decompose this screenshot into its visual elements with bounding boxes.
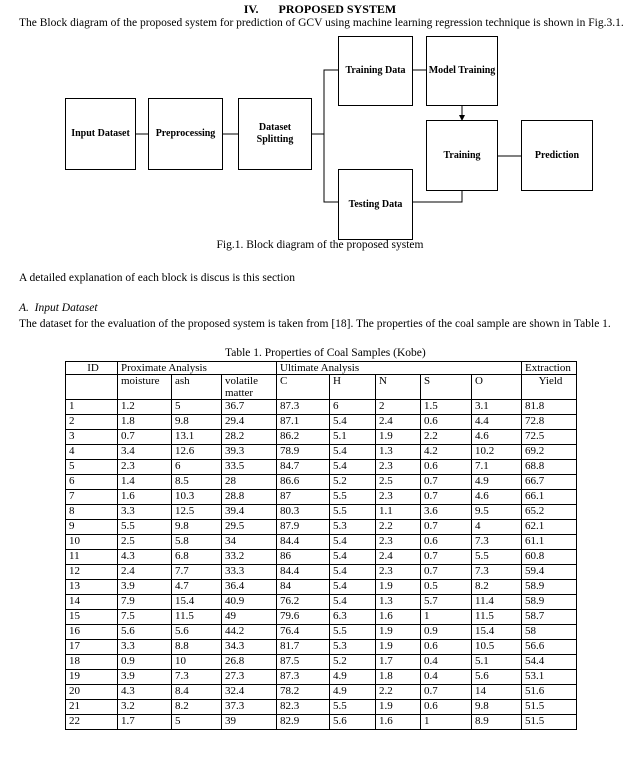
volatile-matter-cell: 34.3 — [222, 640, 277, 655]
oxygen-cell: 10.5 — [472, 640, 522, 655]
moisture-cell: 3.2 — [118, 700, 172, 715]
carbon-cell: 76.4 — [277, 625, 330, 640]
hydrogen-cell: 5.5 — [330, 625, 376, 640]
intro-paragraph: The Block diagram of the proposed system for prediction of GCV using machine learning regression technique is shown in Fig.3.1. — [19, 17, 624, 29]
table-row — [66, 655, 577, 670]
id-cell: 7 — [66, 490, 118, 505]
oxygen-cell: 7.3 — [472, 565, 522, 580]
volatile-matter-cell: 28.2 — [222, 430, 277, 445]
extraction-yield-cell: 54.4 — [522, 655, 577, 670]
id-cell: 21 — [66, 700, 118, 715]
subsection-heading — [19, 302, 98, 314]
carbon-cell: 84 — [277, 580, 330, 595]
ash-header: ash — [172, 375, 222, 400]
table-row — [66, 460, 577, 475]
nitrogen-cell: 1.6 — [376, 715, 421, 730]
extraction-yield-cell: 81.8 — [522, 400, 577, 415]
extraction-yield-cell: 66.1 — [522, 490, 577, 505]
id-cell: 1 — [66, 400, 118, 415]
hydrogen-cell: 5.4 — [330, 565, 376, 580]
ash-cell: 12.5 — [172, 505, 222, 520]
id-cell: 13 — [66, 580, 118, 595]
volatile-matter-cell: 29.4 — [222, 415, 277, 430]
moisture-cell: 1.8 — [118, 415, 172, 430]
ash-cell: 8.4 — [172, 685, 222, 700]
subsection-label: A. — [19, 302, 29, 314]
sulfur-cell: 0.4 — [421, 655, 472, 670]
extraction-yield-cell: 68.8 — [522, 460, 577, 475]
proximate-analysis-header: Proximate Analysis — [118, 362, 277, 375]
id-subheader-empty — [66, 375, 118, 400]
hydrogen-cell: 5.4 — [330, 535, 376, 550]
table-row — [66, 670, 577, 685]
oxygen-cell: 4.9 — [472, 475, 522, 490]
carbon-cell: 87.9 — [277, 520, 330, 535]
sulfur-cell: 3.6 — [421, 505, 472, 520]
nitrogen-cell: 2 — [376, 400, 421, 415]
hydrogen-cell: 4.9 — [330, 685, 376, 700]
extraction-yield-cell: 72.8 — [522, 415, 577, 430]
table-row — [66, 400, 577, 415]
ash-cell: 13.1 — [172, 430, 222, 445]
sulfur-cell: 5.7 — [421, 595, 472, 610]
table-row — [66, 640, 577, 655]
arrow-splitting-to-training-data — [311, 70, 338, 134]
oxygen-cell: 9.5 — [472, 505, 522, 520]
id-cell: 14 — [66, 595, 118, 610]
hydrogen-cell: 5.4 — [330, 550, 376, 565]
testing-data-block — [338, 169, 413, 240]
arrow-splitting-to-testing-data — [324, 134, 338, 202]
extraction-yield-cell: 58 — [522, 625, 577, 640]
subsection-title: Input Dataset — [34, 302, 98, 314]
carbon-cell: 86.2 — [277, 430, 330, 445]
volatile-matter-cell: 33.3 — [222, 565, 277, 580]
training-block — [426, 120, 498, 191]
prediction-block — [521, 120, 593, 191]
nitrogen-cell: 2.3 — [376, 460, 421, 475]
moisture-cell: 2.5 — [118, 535, 172, 550]
nitrogen-cell: 1.3 — [376, 445, 421, 460]
ash-cell: 10 — [172, 655, 222, 670]
extraction-yield-cell: 65.2 — [522, 505, 577, 520]
dataset-splitting-block — [238, 98, 312, 170]
volatile-matter-cell: 36.4 — [222, 580, 277, 595]
moisture-cell: 4.3 — [118, 685, 172, 700]
oxygen-cell: 4.4 — [472, 415, 522, 430]
oxygen-cell: 5.1 — [472, 655, 522, 670]
extraction-yield-cell: 72.5 — [522, 430, 577, 445]
oxygen-header: O — [472, 375, 522, 400]
volatile-matter-cell: 36.7 — [222, 400, 277, 415]
hydrogen-cell: 5.4 — [330, 580, 376, 595]
id-cell: 5 — [66, 460, 118, 475]
moisture-cell: 3.3 — [118, 640, 172, 655]
id-cell: 4 — [66, 445, 118, 460]
hydrogen-cell: 5.6 — [330, 715, 376, 730]
id-cell: 9 — [66, 520, 118, 535]
oxygen-cell: 7.3 — [472, 535, 522, 550]
table-row — [66, 700, 577, 715]
oxygen-cell: 4.6 — [472, 430, 522, 445]
hydrogen-cell: 5.5 — [330, 505, 376, 520]
sulfur-cell: 4.2 — [421, 445, 472, 460]
carbon-cell: 84.7 — [277, 460, 330, 475]
ash-cell: 8.5 — [172, 475, 222, 490]
volatile-matter-cell: 40.9 — [222, 595, 277, 610]
table-row — [66, 505, 577, 520]
id-cell: 15 — [66, 610, 118, 625]
carbon-cell: 87.1 — [277, 415, 330, 430]
ash-cell: 8.8 — [172, 640, 222, 655]
sulfur-cell: 0.6 — [421, 640, 472, 655]
volatile-matter-cell: 28.8 — [222, 490, 277, 505]
ash-cell: 11.5 — [172, 610, 222, 625]
nitrogen-cell: 1.6 — [376, 610, 421, 625]
ash-cell: 9.8 — [172, 415, 222, 430]
sulfur-cell: 0.4 — [421, 670, 472, 685]
moisture-cell: 0.7 — [118, 430, 172, 445]
carbon-cell: 78.2 — [277, 685, 330, 700]
nitrogen-cell: 1.9 — [376, 640, 421, 655]
volatile-matter-header — [222, 375, 277, 400]
hydrogen-cell: 5.4 — [330, 460, 376, 475]
nitrogen-cell: 2.2 — [376, 685, 421, 700]
nitrogen-cell: 2.4 — [376, 415, 421, 430]
id-cell: 2 — [66, 415, 118, 430]
table-row — [66, 535, 577, 550]
id-cell: 6 — [66, 475, 118, 490]
oxygen-cell: 14 — [472, 685, 522, 700]
extraction-yield-cell: 66.7 — [522, 475, 577, 490]
sulfur-cell: 0.7 — [421, 550, 472, 565]
yield-header: Yield — [522, 375, 577, 400]
extraction-yield-cell: 53.1 — [522, 670, 577, 685]
ash-cell: 7.7 — [172, 565, 222, 580]
input-dataset-label: Input Dataset — [71, 128, 130, 139]
extraction-yield-cell: 51.5 — [522, 700, 577, 715]
oxygen-cell: 5.6 — [472, 670, 522, 685]
oxygen-cell: 11.4 — [472, 595, 522, 610]
moisture-cell: 3.9 — [118, 670, 172, 685]
volatile-matter-cell: 49 — [222, 610, 277, 625]
nitrogen-cell: 2.3 — [376, 565, 421, 580]
moisture-cell: 4.3 — [118, 550, 172, 565]
nitrogen-cell: 1.9 — [376, 700, 421, 715]
ash-cell: 5 — [172, 400, 222, 415]
volatile-matter-cell: 37.3 — [222, 700, 277, 715]
nitrogen-cell: 2.4 — [376, 550, 421, 565]
carbon-cell: 78.9 — [277, 445, 330, 460]
extraction-yield-cell: 58.7 — [522, 610, 577, 625]
volatile-matter-cell: 44.2 — [222, 625, 277, 640]
id-cell: 10 — [66, 535, 118, 550]
table-body — [66, 400, 577, 730]
hydrogen-cell: 5.3 — [330, 640, 376, 655]
preprocessing-block — [148, 98, 223, 170]
ash-cell: 15.4 — [172, 595, 222, 610]
extraction-yield-cell: 58.9 — [522, 580, 577, 595]
moisture-cell: 3.4 — [118, 445, 172, 460]
hydrogen-cell: 5.5 — [330, 700, 376, 715]
sulfur-cell: 0.6 — [421, 700, 472, 715]
carbon-cell: 87 — [277, 490, 330, 505]
ash-cell: 6.8 — [172, 550, 222, 565]
nitrogen-cell: 1.8 — [376, 670, 421, 685]
table-row — [66, 520, 577, 535]
ash-cell: 8.2 — [172, 700, 222, 715]
oxygen-cell: 11.5 — [472, 610, 522, 625]
sulfur-header: S — [421, 375, 472, 400]
figure-caption: Fig.1. Block diagram of the proposed system — [216, 239, 424, 251]
section-title: PROPOSED SYSTEM — [278, 2, 397, 16]
sulfur-cell: 2.2 — [421, 430, 472, 445]
carbon-cell: 80.3 — [277, 505, 330, 520]
nitrogen-cell: 1.1 — [376, 505, 421, 520]
hydrogen-cell: 5.2 — [330, 475, 376, 490]
sulfur-cell: 0.6 — [421, 535, 472, 550]
oxygen-cell: 8.9 — [472, 715, 522, 730]
nitrogen-cell: 1.3 — [376, 595, 421, 610]
volatile-matter-cell: 33.5 — [222, 460, 277, 475]
table-row — [66, 715, 577, 730]
hydrogen-cell: 5.1 — [330, 430, 376, 445]
sulfur-cell: 0.7 — [421, 685, 472, 700]
table-row — [66, 610, 577, 625]
carbon-header: C — [277, 375, 330, 400]
nitrogen-cell: 1.9 — [376, 430, 421, 445]
volatile-matter-cell: 33.2 — [222, 550, 277, 565]
sulfur-cell: 1 — [421, 610, 472, 625]
section-number: IV. — [243, 2, 259, 16]
extraction-yield-cell: 60.8 — [522, 550, 577, 565]
volatile-header-line2: matter — [225, 387, 254, 399]
oxygen-cell: 7.1 — [472, 460, 522, 475]
sulfur-cell: 0.6 — [421, 460, 472, 475]
table-row — [66, 430, 577, 445]
arrow-testing-data-to-training — [412, 190, 462, 202]
table-row — [66, 445, 577, 460]
nitrogen-cell: 2.3 — [376, 490, 421, 505]
volatile-matter-cell: 39.3 — [222, 445, 277, 460]
oxygen-cell: 15.4 — [472, 625, 522, 640]
table-row — [66, 550, 577, 565]
volatile-header-line1: volatile — [225, 375, 258, 387]
volatile-matter-cell: 29.5 — [222, 520, 277, 535]
hydrogen-cell: 5.3 — [330, 520, 376, 535]
id-cell: 17 — [66, 640, 118, 655]
moisture-cell: 0.9 — [118, 655, 172, 670]
nitrogen-cell: 1.9 — [376, 580, 421, 595]
oxygen-cell: 3.1 — [472, 400, 522, 415]
preprocessing-label: Preprocessing — [155, 128, 216, 139]
sulfur-cell: 0.7 — [421, 490, 472, 505]
volatile-matter-cell: 28 — [222, 475, 277, 490]
ash-cell: 12.6 — [172, 445, 222, 460]
coal-properties-table — [65, 361, 577, 730]
table-row — [66, 595, 577, 610]
extraction-yield-cell: 62.1 — [522, 520, 577, 535]
training-label: Training — [443, 149, 481, 161]
hydrogen-cell: 5.5 — [330, 490, 376, 505]
moisture-cell: 3.3 — [118, 505, 172, 520]
model-training-label: Model Training — [428, 65, 496, 76]
nitrogen-cell: 2.3 — [376, 535, 421, 550]
table-row — [66, 625, 577, 640]
sulfur-cell: 0.7 — [421, 520, 472, 535]
table-row — [66, 415, 577, 430]
id-cell: 12 — [66, 565, 118, 580]
extraction-yield-cell: 51.6 — [522, 685, 577, 700]
nitrogen-cell: 2.2 — [376, 520, 421, 535]
nitrogen-cell: 2.5 — [376, 475, 421, 490]
oxygen-cell: 10.2 — [472, 445, 522, 460]
dataset-splitting-label-line2: Splitting — [256, 134, 294, 145]
ash-cell: 4.7 — [172, 580, 222, 595]
dataset-paragraph: The dataset for the evaluation of the proposed system is taken from [18]. The properties of the coal sample are shown in Table 1. — [19, 318, 611, 330]
oxygen-cell: 4.6 — [472, 490, 522, 505]
extraction-yield-cell: 51.5 — [522, 715, 577, 730]
id-cell: 3 — [66, 430, 118, 445]
id-cell: 19 — [66, 670, 118, 685]
input-dataset-block — [65, 98, 136, 170]
table-row — [66, 565, 577, 580]
extraction-header: Extraction — [522, 362, 577, 375]
id-cell: 8 — [66, 505, 118, 520]
carbon-cell: 84.4 — [277, 565, 330, 580]
carbon-cell: 87.3 — [277, 670, 330, 685]
sulfur-cell: 0.7 — [421, 475, 472, 490]
table-row — [66, 685, 577, 700]
model-training-block — [426, 36, 498, 106]
nitrogen-cell: 1.7 — [376, 655, 421, 670]
moisture-cell: 1.2 — [118, 400, 172, 415]
carbon-cell: 87.3 — [277, 400, 330, 415]
moisture-cell: 2.3 — [118, 460, 172, 475]
sulfur-cell: 0.7 — [421, 565, 472, 580]
moisture-cell: 7.9 — [118, 595, 172, 610]
ash-cell: 9.8 — [172, 520, 222, 535]
moisture-cell: 5.6 — [118, 625, 172, 640]
moisture-header: moisture — [118, 375, 172, 400]
table-row — [66, 475, 577, 490]
hydrogen-cell: 6 — [330, 400, 376, 415]
carbon-cell: 76.2 — [277, 595, 330, 610]
prediction-label: Prediction — [534, 149, 580, 161]
extraction-yield-cell: 58.9 — [522, 595, 577, 610]
moisture-cell: 3.9 — [118, 580, 172, 595]
sulfur-cell: 0.6 — [421, 415, 472, 430]
oxygen-cell: 5.5 — [472, 550, 522, 565]
carbon-cell: 86.6 — [277, 475, 330, 490]
hydrogen-cell: 4.9 — [330, 670, 376, 685]
table-caption: Table 1. Properties of Coal Samples (Kobe) — [225, 347, 426, 359]
moisture-cell: 2.4 — [118, 565, 172, 580]
sulfur-cell: 0.9 — [421, 625, 472, 640]
ash-cell: 5.8 — [172, 535, 222, 550]
volatile-matter-cell: 34 — [222, 535, 277, 550]
id-cell: 22 — [66, 715, 118, 730]
table-group-header-row — [66, 362, 577, 375]
dataset-splitting-label-line1: Dataset — [258, 122, 292, 133]
volatile-matter-cell: 26.8 — [222, 655, 277, 670]
sulfur-cell: 0.5 — [421, 580, 472, 595]
explanation-paragraph: A detailed explanation of each block is discus is this section — [19, 272, 295, 284]
ash-cell: 5 — [172, 715, 222, 730]
hydrogen-cell: 5.4 — [330, 445, 376, 460]
oxygen-cell: 4 — [472, 520, 522, 535]
extraction-yield-cell: 56.6 — [522, 640, 577, 655]
volatile-matter-cell: 32.4 — [222, 685, 277, 700]
nitrogen-cell: 1.9 — [376, 625, 421, 640]
moisture-cell: 1.6 — [118, 490, 172, 505]
id-cell: 16 — [66, 625, 118, 640]
hydrogen-cell: 5.2 — [330, 655, 376, 670]
id-cell: 11 — [66, 550, 118, 565]
carbon-cell: 87.5 — [277, 655, 330, 670]
id-header: ID — [66, 362, 118, 375]
table-row — [66, 490, 577, 505]
id-cell: 18 — [66, 655, 118, 670]
ash-cell: 7.3 — [172, 670, 222, 685]
training-data-block — [338, 36, 413, 106]
extraction-yield-cell: 69.2 — [522, 445, 577, 460]
oxygen-cell: 8.2 — [472, 580, 522, 595]
ash-cell: 6 — [172, 460, 222, 475]
hydrogen-cell: 5.4 — [330, 595, 376, 610]
id-cell: 20 — [66, 685, 118, 700]
volatile-matter-cell: 27.3 — [222, 670, 277, 685]
carbon-cell: 81.7 — [277, 640, 330, 655]
volatile-matter-cell: 39.4 — [222, 505, 277, 520]
ash-cell: 10.3 — [172, 490, 222, 505]
volatile-matter-cell: 39 — [222, 715, 277, 730]
hydrogen-cell: 6.3 — [330, 610, 376, 625]
moisture-cell: 1.4 — [118, 475, 172, 490]
oxygen-cell: 9.8 — [472, 700, 522, 715]
moisture-cell: 1.7 — [118, 715, 172, 730]
hydrogen-header: H — [330, 375, 376, 400]
training-data-label: Training Data — [345, 65, 406, 76]
sulfur-cell: 1.5 — [421, 400, 472, 415]
extraction-yield-cell: 61.1 — [522, 535, 577, 550]
table-row — [66, 580, 577, 595]
moisture-cell: 5.5 — [118, 520, 172, 535]
carbon-cell: 79.6 — [277, 610, 330, 625]
carbon-cell: 86 — [277, 550, 330, 565]
testing-data-label: Testing Data — [348, 198, 403, 210]
sulfur-cell: 1 — [421, 715, 472, 730]
hydrogen-cell: 5.4 — [330, 415, 376, 430]
carbon-cell: 82.9 — [277, 715, 330, 730]
ultimate-analysis-header: Ultimate Analysis — [277, 362, 522, 375]
extraction-yield-cell: 59.4 — [522, 565, 577, 580]
table-sub-header-row — [66, 375, 577, 400]
nitrogen-header: N — [376, 375, 421, 400]
carbon-cell: 84.4 — [277, 535, 330, 550]
carbon-cell: 82.3 — [277, 700, 330, 715]
ash-cell: 5.6 — [172, 625, 222, 640]
moisture-cell: 7.5 — [118, 610, 172, 625]
